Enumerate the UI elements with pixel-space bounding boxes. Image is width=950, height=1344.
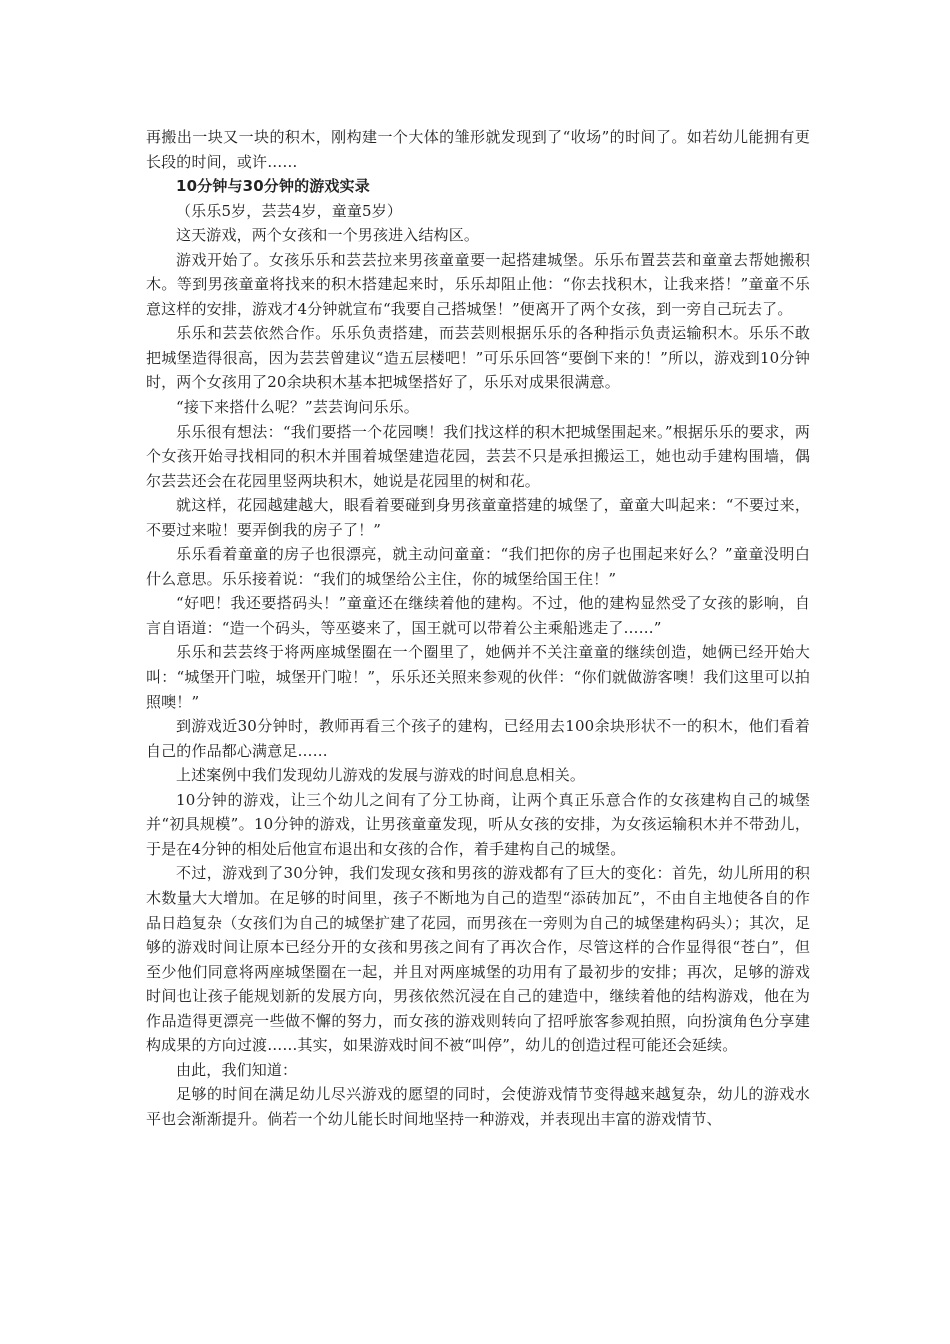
paragraph: 这天游戏，两个女孩和一个男孩进入结构区。 (176, 226, 480, 245)
paragraph: 乐乐很有想法：“我们要搭一个花园噢！我们找这样的积木把城堡围起来。”根据乐乐的要求，两个女孩开始寻找相同的积木并围着城堡建造花园，芸芸不只是承担搬运工，她也动手建构围墙，偶尔芸芸还会在花园里竖两块积木，她说是花园里的树和花。 (146, 422, 810, 490)
paragraph: 到游戏近30分钟时，教师再看三个孩子的建构，已经用去100余块形状不一的积木，他们看着自己的作品都心满意足…… (146, 717, 810, 760)
paragraph: 游戏开始了。女孩乐乐和芸芸拉来男孩童童要一起搭建城堡。乐乐布置芸芸和童童去帮她搬积木。等到男孩童童将找来的积木搭建起来时，乐乐却阻止他：“你去找积木，让我来搭！”童童不乐意这样的安排，游戏才4分钟就宣布“我要自己搭城堡！”便离开了两个女孩，到一旁自己玩去了。 (146, 250, 810, 318)
section-heading: 10分钟与30分钟的游戏实录 (176, 177, 370, 196)
paragraph: “接下来搭什么呢？”芸芸询问乐乐。 (176, 398, 419, 417)
paragraph: 上述案例中我们发现幼儿游戏的发展与游戏的时间息息相关。 (176, 766, 586, 785)
paragraph: “好吧！我还要搭码头！”童童还在继续着他的建构。不过，他的建构显然受了女孩的影响，自言自语道：“造一个码头，等巫婆来了，国王就可以带着公主乘船逃走了……” (146, 594, 810, 637)
paragraph: 乐乐和芸芸终于将两座城堡圈在一个圈里了，她俩并不关注童童的继续创造，她俩已经开始大叫：“城堡开门啦，城堡开门啦！”，乐乐还关照来参观的伙伴：“你们就做游客噢！我们这里可以拍照噢！” (146, 643, 810, 711)
paragraph-children-ages: （乐乐5岁，芸芸4岁，童童5岁） (176, 201, 403, 220)
paragraph: 就这样，花园越建越大，眼看着要碰到身男孩童童搭建的城堡了，童童大叫起来：“不要过来，不要过来啦！要弄倒我的房子了！” (146, 496, 810, 539)
paragraph: 10分钟的游戏，让三个幼儿之间有了分工协商，让两个真正乐意合作的女孩建构自己的城堡并“初具规模”。10分钟的游戏，让男孩童童发现，听从女孩的安排，为女孩运输积木并不带劲儿，于是在4分钟的相处后他宣布退出和女孩的合作，着手建构自己的城堡。 (146, 790, 810, 858)
document-body (146, 125, 810, 1131)
paragraph: 不过，游戏到了30分钟，我们发现女孩和男孩的游戏都有了巨大的变化：首先，幼儿所用的积木数量大大增加。在足够的时间里，孩子不断地为自己的造型“添砖加瓦”，不由自主地使各自的作品日趋复杂（女孩们为自己的城堡扩建了花园，而男孩在一旁则为自己的城堡建构码头）；其次，足够的游戏时间让原本已经分开的女孩和男孩之间有了再次合作，尽管这样的合作显得很“苍白”，但至少他们同意将两座城堡圈在一起，并且对两座城堡的功用有了最初步的安排；再次，足够的游戏时间也让孩子能规划新的发展方向，男孩依然沉浸在自己的建造中，继续着他的结构游戏，他在为作品造得更漂亮一些做不懈的努力，而女孩的游戏则转向了招呼旅客参观拍照，向扮演角色分享建构成果的方向过渡……其实，如果游戏时间不被“叫停”，幼儿的创造过程可能还会延续。 (146, 864, 810, 1055)
paragraph: 由此，我们知道： (176, 1060, 298, 1079)
paragraph: 足够的时间在满足幼儿尽兴游戏的愿望的同时，会使游戏情节变得越来越复杂，幼儿的游戏水平也会渐渐提升。倘若一个幼儿能长时间地坚持一种游戏，并表现出丰富的游戏情节、 (146, 1085, 810, 1128)
paragraph: 乐乐看着童童的房子也很漂亮，就主动问童童：“我们把你的房子也围起来好么？”童童没明白什么意思。乐乐接着说：“我们的城堡给公主住，你的城堡给国王住！” (146, 545, 810, 588)
paragraph: 乐乐和芸芸依然合作。乐乐负责搭建，而芸芸则根据乐乐的各种指示负责运输积木。乐乐不敢把城堡造得很高，因为芸芸曾建议“造五层楼吧！”可乐乐回答“要倒下来的！”所以，游戏到10分钟时，两个女孩用了20余块积木基本把城堡搭好了，乐乐对成果很满意。 (146, 324, 810, 392)
paragraph-continuation: 再搬出一块又一块的积木，刚构建一个大体的雏形就发现到了“收场”的时间了。如若幼儿能拥有更长段的时间，或许…… (146, 128, 810, 171)
